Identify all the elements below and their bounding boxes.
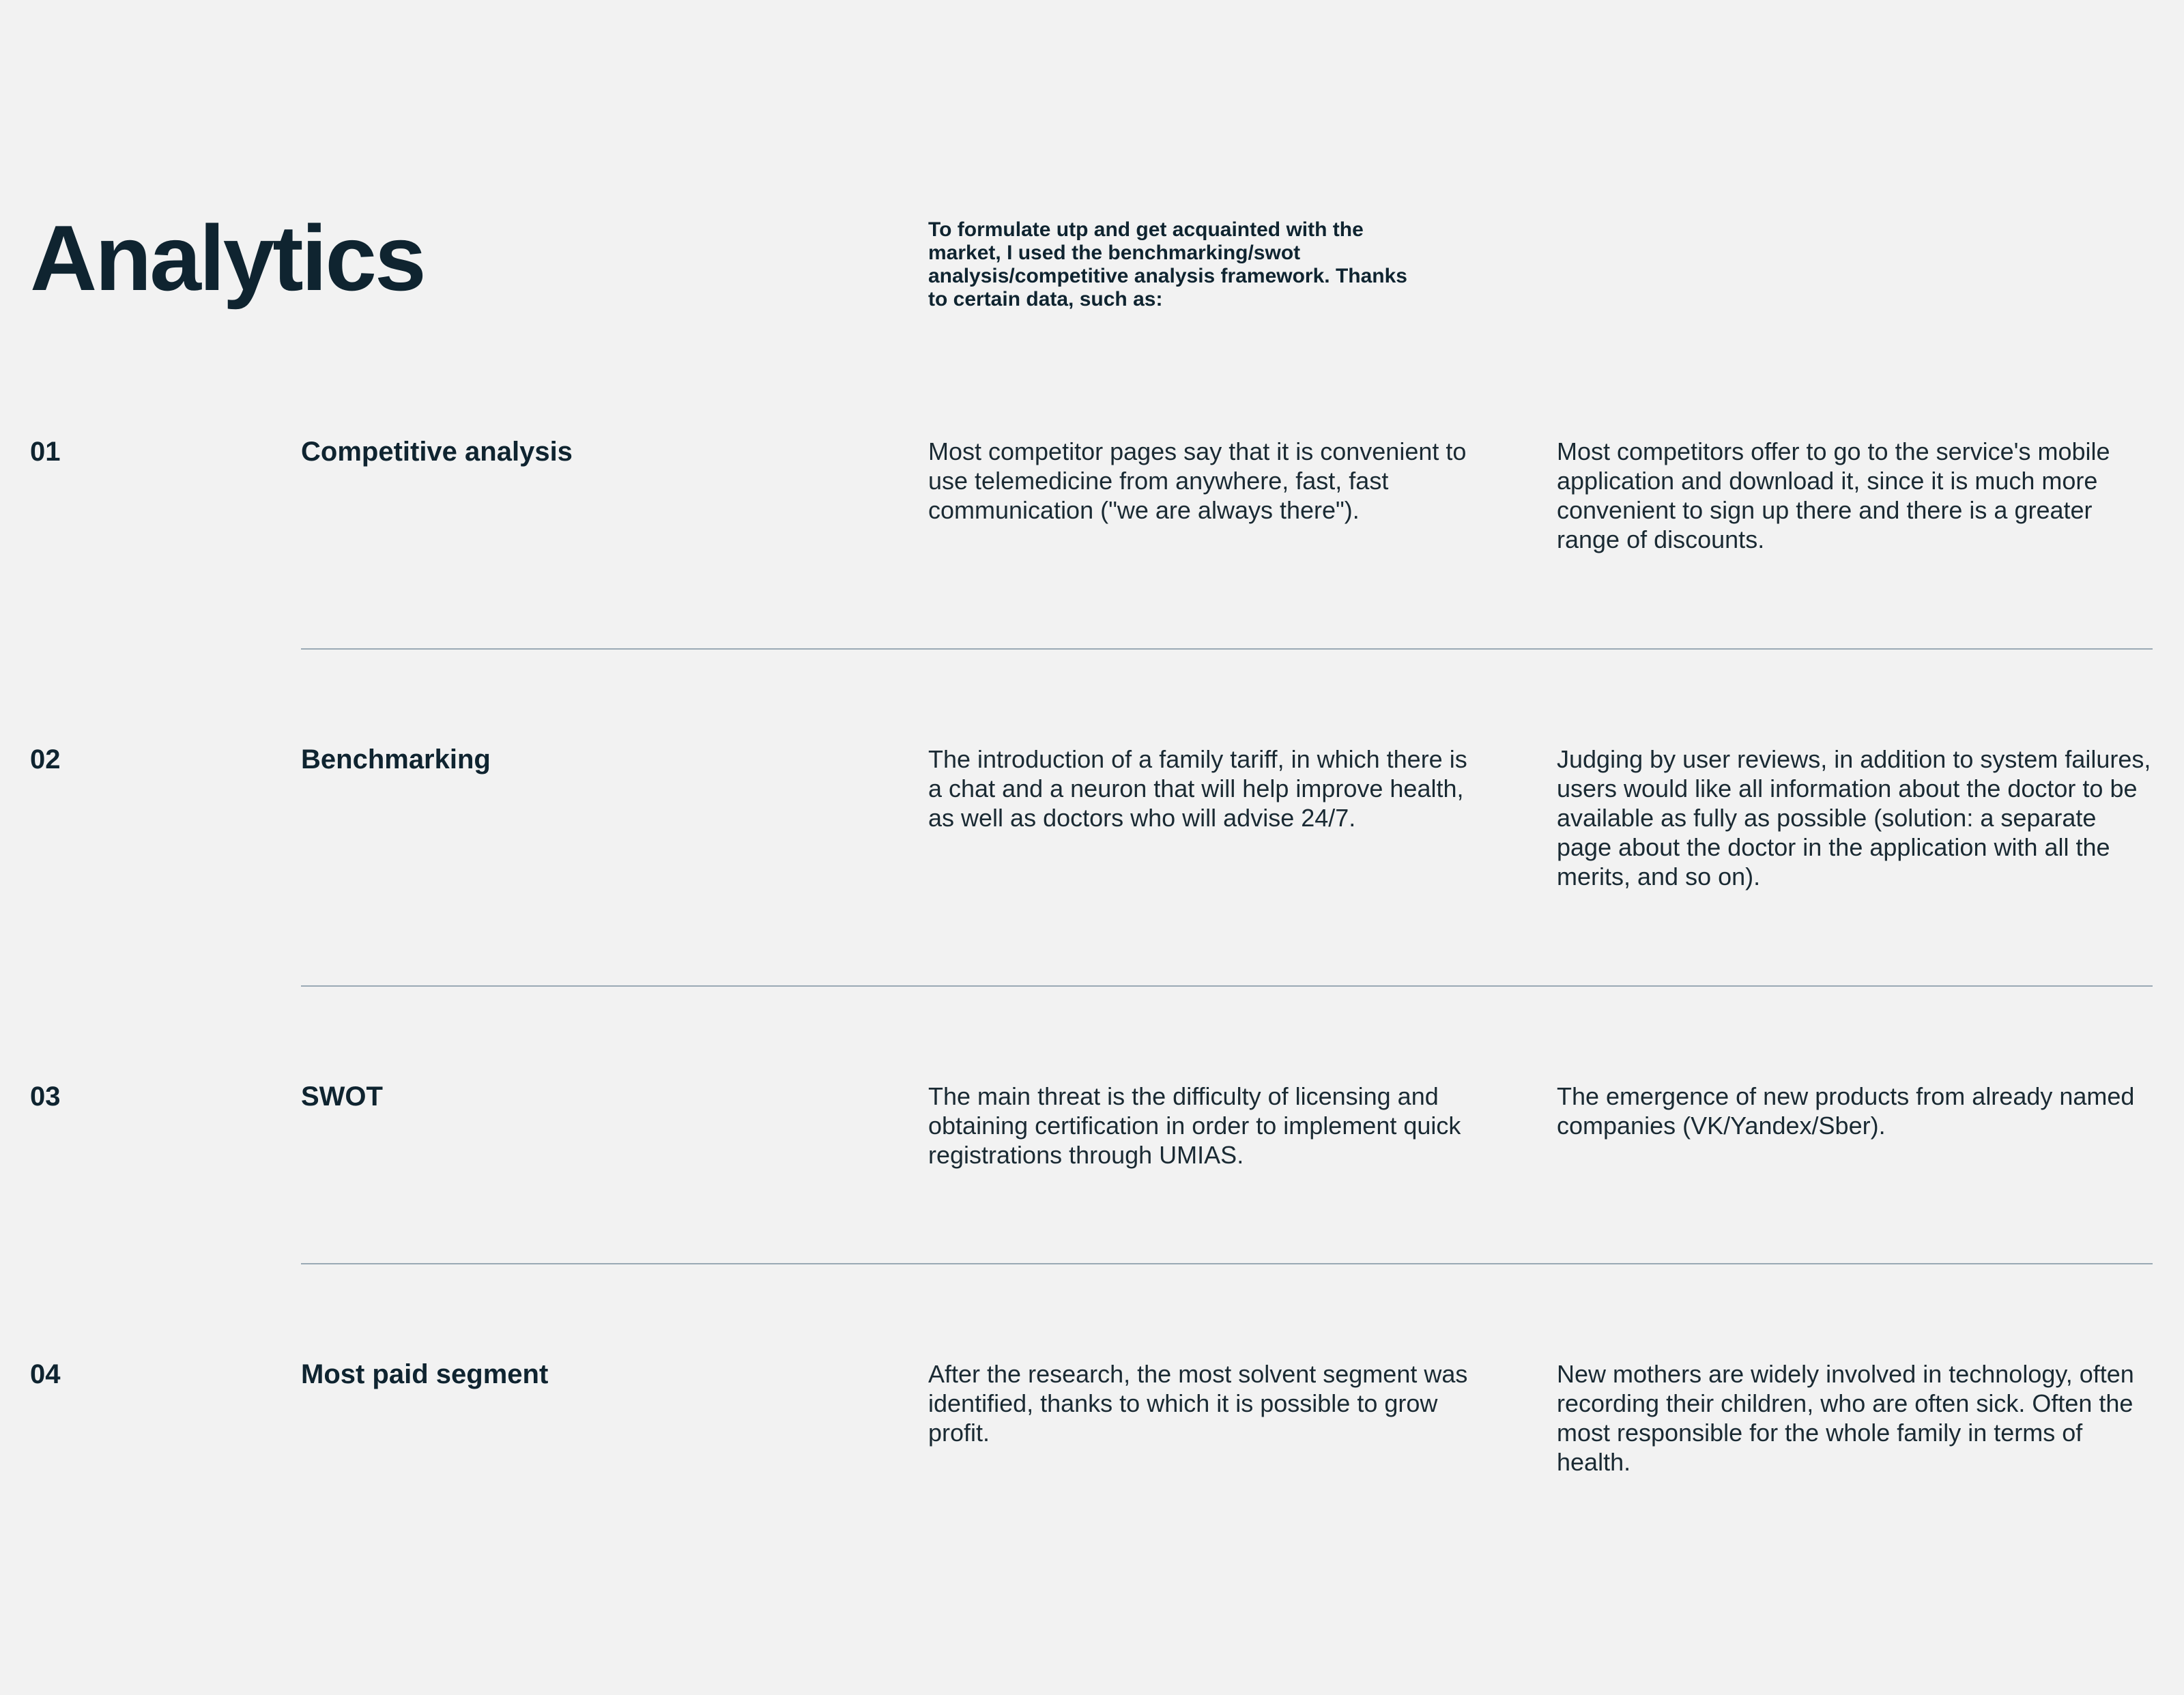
row-text-primary: The main threat is the difficulty of licensing and obtaining certification in order to implement quick registrations through UMIAS. bbox=[928, 1082, 1461, 1169]
row-number: 01 bbox=[30, 437, 61, 467]
row-heading: Most paid segment bbox=[301, 1359, 549, 1389]
row-text-secondary: Judging by user reviews, in addition to system failures, users would like all information about the doctor to be available as fully as possible (solution: a separate page about the doctor in the application with all the merits, and so on). bbox=[1557, 745, 2151, 890]
row-number: 03 bbox=[30, 1082, 61, 1112]
row-text-secondary: The emergence of new products from already named companies (VK/Yandex/Sber). bbox=[1557, 1082, 2135, 1140]
page-title: Analytics bbox=[30, 206, 425, 310]
row-text-primary: Most competitor pages say that it is convenient to use telemedicine from anywhere, fast, fast communication ("we are always there"). bbox=[928, 437, 1467, 524]
row-number: 04 bbox=[30, 1359, 61, 1389]
row-text-primary: After the research, the most solvent segment was identified, thanks to which it is possible to grow profit. bbox=[928, 1360, 1468, 1447]
row-heading: Benchmarking bbox=[301, 744, 491, 774]
row-heading: Competitive analysis bbox=[301, 437, 573, 467]
row-text-secondary: Most competitors offer to go to the service's mobile application and download it, since it is much more convenient to sign up there and there is a greater range of discounts. bbox=[1557, 437, 2110, 553]
row-text-secondary: New mothers are widely involved in technology, often recording their children, who are often sick. Often the most responsible for the whole family in terms of health. bbox=[1557, 1360, 2134, 1476]
row-divider bbox=[301, 985, 2153, 987]
row-divider bbox=[301, 1263, 2153, 1264]
row-text-primary: The introduction of a family tariff, in which there is a chat and a neuron that will help improve health, as well as doctors who will advise 24/7. bbox=[928, 745, 1467, 832]
intro-text: To formulate utp and get acquainted with the market, I used the benchmarking/swot analysis/competitive analysis framework. Thanks to certain data, such as: bbox=[928, 218, 1407, 310]
row-divider bbox=[301, 648, 2153, 650]
row-number: 02 bbox=[30, 744, 61, 774]
row-heading: SWOT bbox=[301, 1082, 383, 1112]
